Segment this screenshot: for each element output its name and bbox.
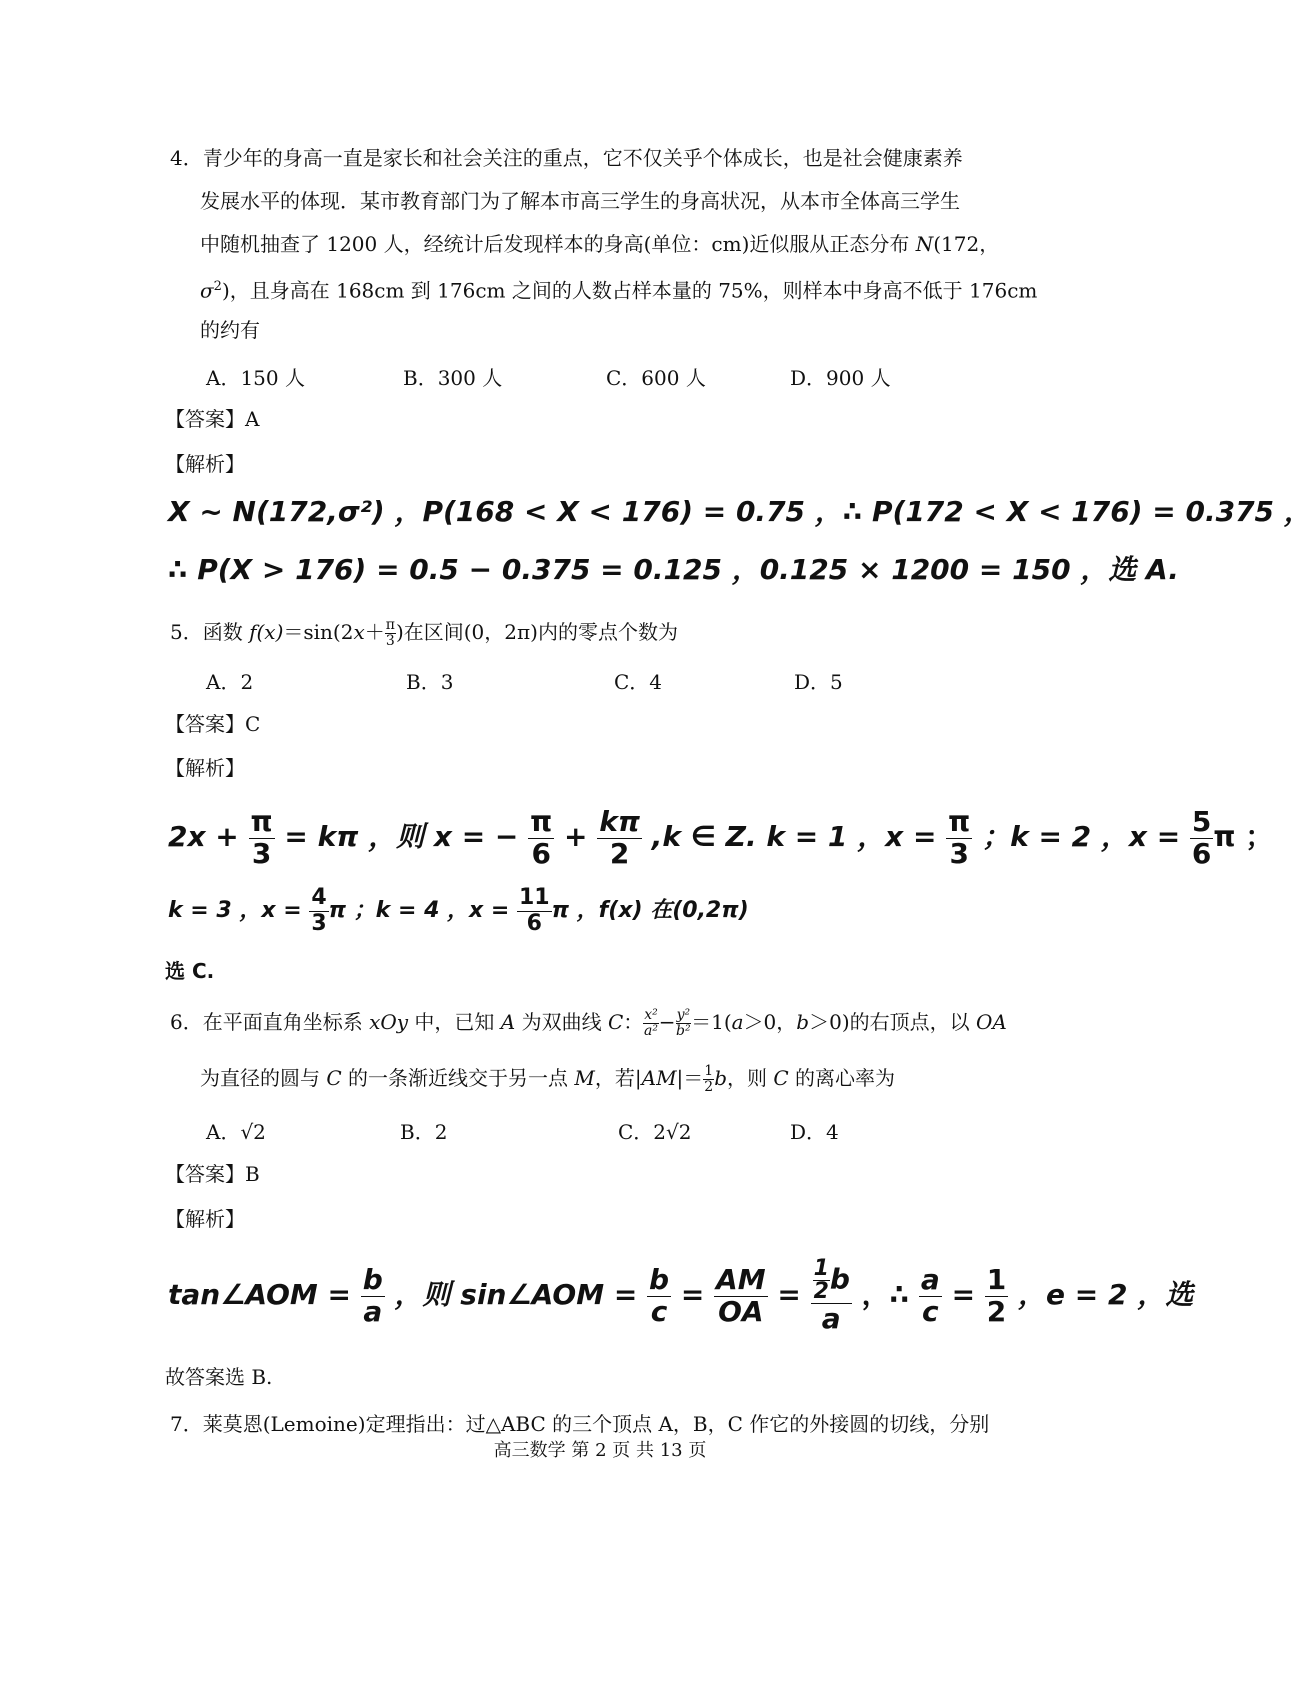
q6-l2-d: |＝ bbox=[676, 1066, 704, 1090]
q6-l1-e: ＝1( bbox=[691, 1010, 732, 1034]
frac-num: 4 bbox=[311, 885, 327, 911]
q5-option-b: B．3 bbox=[406, 670, 454, 694]
q6-eq-2: = bbox=[777, 1278, 801, 1311]
q4-normal-n: N bbox=[915, 232, 934, 256]
q6-l1-f: ＞0， bbox=[743, 1010, 797, 1034]
q6-l1-b: 中，已知 bbox=[408, 1010, 501, 1034]
q5-s1-f: π ； bbox=[1213, 820, 1274, 853]
q6-a: a bbox=[731, 1010, 744, 1034]
q5-frac-pi-3 bbox=[249, 804, 275, 870]
q5-s1-e: ；k = 2 ，x = bbox=[982, 820, 1181, 853]
q6-l2-b: 的一条渐近线交于另一点 bbox=[341, 1066, 575, 1090]
frac-den: 3 bbox=[311, 910, 327, 936]
q6-l2-c: ，若| bbox=[594, 1066, 642, 1090]
q4-line-4-text: )，且身高在 168cm 到 176cm 之间的人数占样本量的 75%，则样本中身高不低于 176cm bbox=[221, 278, 1038, 303]
q5-answer: 【答案】C bbox=[165, 712, 261, 736]
q6-l1-a: 6．在平面直角坐标系 bbox=[170, 1010, 370, 1034]
q4-line-2: 发展水平的体现．某市教育部门为了解本市高三学生的身高状况，从本市全体高三学生 bbox=[200, 189, 960, 213]
frac-num: 11 bbox=[519, 885, 550, 911]
q5-s1-d: ,k ∈ Z. k = 1 ，x = bbox=[651, 820, 937, 853]
q4-line-3-text: 中随机抽查了 1200 人，经统计后发现样本的身高(单位：cm)近似服从正态分布 bbox=[200, 232, 916, 256]
q6-point-a: A bbox=[500, 1010, 516, 1034]
q6-frac-half bbox=[703, 1064, 714, 1095]
q5-frac-11-6 bbox=[517, 886, 552, 935]
q6-option-d: D．4 bbox=[790, 1120, 839, 1144]
q6-l1-c: 为双曲线 bbox=[515, 1010, 608, 1034]
q4-line-3 bbox=[200, 230, 999, 258]
q4-line-1: 4．青少年的身高一直是家长和社会关注的重点，它不仅关乎个体成长，也是社会健康素养 bbox=[170, 146, 963, 170]
q6-frac-am-oa bbox=[714, 1262, 768, 1328]
q6-frac-1-2 bbox=[985, 1262, 1008, 1328]
frac-inner-num: 1 bbox=[813, 1255, 829, 1281]
frac-num: b bbox=[362, 1262, 383, 1296]
q4-option-b: B．300 人 bbox=[403, 366, 503, 390]
q5-stem bbox=[170, 612, 678, 652]
q5-frac-4-3 bbox=[309, 886, 328, 935]
q6-option-c: C．2√2 bbox=[618, 1120, 692, 1144]
q5-frac-den: 3 bbox=[385, 633, 395, 649]
q7-line-1: 7．莱莫恩(Lemoine)定理指出：过△ABC 的三个顶点 A，B，C 作它的外接圆的切线，分别 bbox=[170, 1412, 990, 1436]
q4-analysis-label: 【解析】 bbox=[165, 452, 245, 476]
q6-eq-1: = bbox=[680, 1278, 705, 1311]
frac-num: 1 bbox=[704, 1063, 714, 1079]
frac-num: x² bbox=[644, 1007, 658, 1023]
q5-frac-5-6 bbox=[1190, 804, 1213, 870]
q6-s-d: ，e = 2 ，选 bbox=[1018, 1278, 1194, 1311]
q6-eq-3: = bbox=[951, 1278, 976, 1311]
q4-line-3-end: (172， bbox=[933, 232, 1000, 256]
q4-solution-2: ∴ P(X > 176) = 0.5 − 0.375 = 0.125 ，0.125 × 1200 = 150 ，选 A. bbox=[168, 553, 1179, 586]
frac-den: c bbox=[650, 1294, 668, 1328]
q4-option-c: C．600 人 bbox=[606, 366, 706, 390]
q6-answer: 【答案】B bbox=[165, 1162, 260, 1186]
q6-conclusion: 故答案选 B. bbox=[165, 1365, 273, 1389]
q4-sigma: σ bbox=[200, 278, 214, 303]
q6-frac-b-a bbox=[361, 1262, 385, 1328]
q6-minus: − bbox=[658, 1010, 676, 1034]
q6-curve-c: C bbox=[607, 1010, 624, 1034]
q4-option-d: D．900 人 bbox=[790, 366, 891, 390]
frac-num: 1 bbox=[986, 1262, 1007, 1296]
frac-num: 5 bbox=[1191, 804, 1212, 838]
q6-l2-a: 为直径的圆与 bbox=[200, 1066, 327, 1090]
frac-den: b² bbox=[676, 1023, 691, 1039]
q5-option-d: D．5 bbox=[794, 670, 843, 694]
frac-inner-den: 2 bbox=[813, 1278, 829, 1304]
frac-num: π bbox=[948, 804, 971, 838]
q5-s1-b: = kπ ，则 x = − bbox=[284, 820, 519, 853]
frac-num: kπ bbox=[599, 804, 641, 838]
frac-inner bbox=[813, 1255, 830, 1304]
q6-frac-y2-b2 bbox=[676, 1008, 692, 1039]
q6-am: AM bbox=[641, 1066, 677, 1090]
frac-den: a bbox=[363, 1294, 383, 1328]
q5-plus: ＋ bbox=[364, 620, 385, 644]
q4-line-5: 的约有 bbox=[200, 318, 260, 342]
q6-b: b bbox=[796, 1010, 810, 1034]
q5-frac-pi-6 bbox=[528, 804, 554, 870]
q6-s-b: ，则 sin∠AOM = bbox=[394, 1278, 638, 1311]
q6-l1-d: ： bbox=[623, 1010, 644, 1034]
frac-num: π bbox=[530, 804, 553, 838]
q5-stem-mid: ＝sin(2 bbox=[283, 620, 354, 644]
frac-den: 6 bbox=[1191, 836, 1212, 870]
frac-den: c bbox=[922, 1294, 939, 1328]
q6-s-c: ，∴ bbox=[861, 1278, 910, 1311]
frac-den: 6 bbox=[531, 836, 551, 870]
q5-s1-a: 2x + bbox=[168, 820, 239, 853]
frac-num: π bbox=[250, 804, 273, 838]
q5-frac-kpi-2 bbox=[597, 804, 642, 870]
q6-option-b: B．2 bbox=[400, 1120, 448, 1144]
q5-x: x bbox=[353, 620, 365, 644]
q5-s2-a: k = 3 ，x = bbox=[168, 898, 302, 923]
q5-frac-num: π bbox=[385, 617, 395, 633]
q6-line-1 bbox=[170, 1000, 1007, 1044]
q5-frac-pi-3b bbox=[946, 804, 972, 870]
q4-solution-1: X ~ N(172,σ²) ，P(168 < X < 176) = 0.75 ，∴ P(172 < X < 176) = 0.375 ， bbox=[168, 495, 1312, 528]
q4-answer: 【答案】A bbox=[165, 407, 260, 431]
q5-option-c: C．4 bbox=[614, 670, 663, 694]
frac-num-b: b bbox=[829, 1262, 850, 1296]
q6-line-2 bbox=[200, 1058, 895, 1098]
q6-frac-halfb-a bbox=[811, 1255, 852, 1335]
q5-option-a: A．2 bbox=[206, 670, 254, 694]
q5-solution-1 bbox=[168, 800, 1273, 874]
q5-s1-c: + bbox=[564, 820, 588, 853]
frac-den: 3 bbox=[251, 836, 272, 870]
q5-s2-c: π ，f(x) 在(0,2π) bbox=[551, 898, 749, 923]
q4-option-a: A．150 人 bbox=[206, 366, 305, 390]
frac-den: 2 bbox=[704, 1079, 714, 1095]
q6-l2-f: 的离心率为 bbox=[788, 1066, 896, 1090]
q5-s2-b: π ；k = 4 ，x = bbox=[328, 898, 510, 923]
q6-frac-b-c bbox=[647, 1262, 671, 1328]
frac-den: 6 bbox=[526, 910, 542, 936]
q5-stem-post: )在区间(0，2π)内的零点个数为 bbox=[395, 620, 678, 644]
q6-curve-c-3: C bbox=[773, 1066, 789, 1090]
q6-point-m: M bbox=[574, 1066, 595, 1090]
frac-num-compound bbox=[811, 1255, 852, 1304]
q5-solution-3: 选 C. bbox=[165, 959, 215, 983]
frac-num: b bbox=[649, 1262, 670, 1296]
frac-num: a bbox=[920, 1262, 940, 1296]
frac-den: 2 bbox=[609, 836, 630, 870]
q6-b-2: b bbox=[714, 1066, 728, 1090]
q6-oa: OA bbox=[976, 1010, 1007, 1034]
q6-option-a: A．√2 bbox=[206, 1120, 266, 1144]
q6-frac-x2-a2 bbox=[643, 1008, 659, 1039]
q6-analysis-label: 【解析】 bbox=[165, 1207, 245, 1231]
q5-stem-pre: 5．函数 bbox=[170, 620, 250, 644]
q4-line-4: $\sigma^2$)，且身高在 168cm 到 176cm 之间的人数占样本量的 75%，则样本中身高不低于 176cm bbox=[200, 278, 1038, 303]
q6-solution bbox=[168, 1245, 1193, 1345]
frac-den: a² bbox=[644, 1023, 659, 1039]
q6-curve-c-2: C bbox=[326, 1066, 342, 1090]
q5-solution-2 bbox=[168, 878, 749, 944]
q5-pi-over-3 bbox=[385, 618, 396, 649]
frac-num: AM bbox=[716, 1262, 766, 1296]
frac-num: y² bbox=[676, 1007, 691, 1023]
q6-frac-a-c bbox=[919, 1262, 942, 1328]
q6-s-a: tan∠AOM = bbox=[168, 1278, 351, 1311]
page-footer: 高三数学 第 2 页 共 13 页 bbox=[493, 1440, 707, 1461]
frac-den: 2 bbox=[986, 1294, 1007, 1328]
frac-den: a bbox=[821, 1301, 841, 1335]
q5-analysis-label: 【解析】 bbox=[165, 756, 245, 780]
q5-fx: f(x) bbox=[249, 620, 284, 644]
q6-l1-g: ＞0)的右顶点，以 bbox=[809, 1010, 976, 1034]
q6-l2-e: ，则 bbox=[727, 1066, 774, 1090]
frac-den: 3 bbox=[949, 836, 969, 870]
q6-xoy: xOy bbox=[369, 1010, 409, 1034]
frac-den: OA bbox=[718, 1294, 764, 1328]
